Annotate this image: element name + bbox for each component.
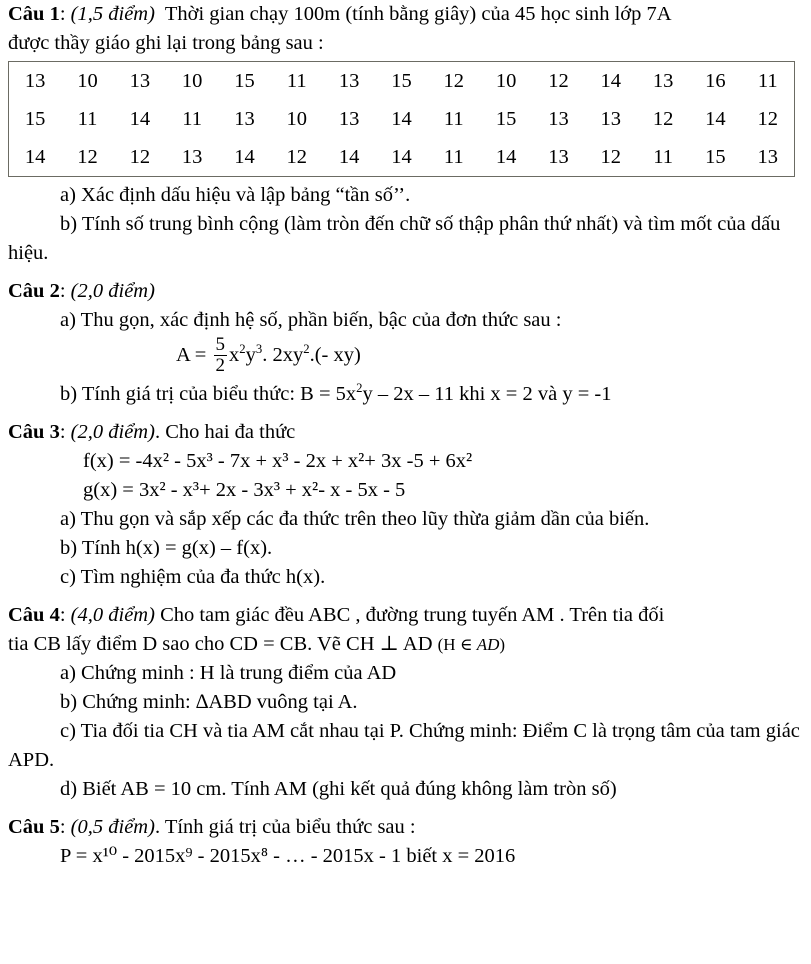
- data-cell: 12: [286, 145, 308, 168]
- question-3-polynomial-f: f(x) = -4x² - 5x³ - 7x + x³ - 2x + x²+ 3x -5 + 6x²: [83, 450, 473, 473]
- question-4-part-d: d) Biết AB = 10 cm. Tính AM (ghi kết quả đúng không làm tròn số): [60, 778, 617, 801]
- question-1-intro-line1: Thời gian chạy 100m (tính bằng giây) của 45 học sinh lớp 7A: [164, 3, 672, 25]
- data-cell: 14: [391, 107, 412, 130]
- formula-a-sup2: 3: [255, 342, 263, 357]
- data-cell: 12: [443, 69, 465, 92]
- question-3-part-c: c) Tìm nghiệm của đa thức h(x).: [60, 566, 326, 589]
- question-1-parts: [0, 177, 811, 268]
- data-cell: 12: [77, 145, 98, 168]
- data-table: [9, 62, 794, 176]
- data-cell: 12: [548, 69, 569, 92]
- data-cell: 12: [652, 107, 674, 130]
- data-cell: 11: [443, 145, 464, 168]
- data-cell: 13: [338, 107, 360, 130]
- table-row: [9, 100, 794, 138]
- question-5-points: (0,5 điểm): [70, 816, 155, 839]
- data-cell: 14: [391, 145, 412, 168]
- formula-a-tail2: .(- xy): [309, 344, 361, 366]
- data-cell: 13: [234, 107, 255, 130]
- element-of-icon: ∈: [459, 635, 477, 655]
- data-cell: 13: [338, 69, 360, 92]
- fraction-denominator: 2: [215, 354, 225, 376]
- data-cell: 14: [338, 145, 360, 168]
- formula-a-body: [229, 344, 361, 366]
- data-cell: 11: [653, 145, 673, 168]
- data-cell: 13: [600, 107, 622, 130]
- data-cell: 14: [495, 145, 517, 168]
- question-1-part-b: b) Tính số trung bình cộng (làm tròn đến chữ số thập phân thứ nhất) và tìm mốt của dấu hiệu.: [8, 213, 781, 264]
- question-3-heading-line: [8, 418, 801, 447]
- question-2-part-a: a) Thu gọn, xác định hệ số, phần biến, bậc của đơn thức sau :: [60, 309, 562, 331]
- formula-a-tail: . 2xy: [262, 344, 304, 366]
- data-cell: 11: [182, 107, 203, 130]
- fraction-five-halves: [214, 335, 228, 375]
- data-table-body: [9, 62, 794, 176]
- question-2-block: [0, 277, 811, 409]
- data-cell: 16: [705, 69, 726, 92]
- formula-a-x: x: [229, 344, 240, 366]
- question-4-label: Câu 4: [8, 604, 60, 627]
- question-5-colon: :: [59, 816, 66, 839]
- question-1-intro-line2: được thầy giáo ghi lại trong bảng sau :: [8, 32, 324, 54]
- question-4-heading-line: [8, 601, 801, 630]
- data-cell: 11: [286, 69, 307, 92]
- question-4-intro-line1: Cho tam giác đều ABC , đường trung tuyến AM . Trên tia đối: [160, 604, 665, 627]
- condition-segment-ad: AD: [476, 635, 500, 655]
- question-2-formula-a: [8, 335, 801, 376]
- data-cell: 12: [757, 107, 779, 130]
- question-3-label: Câu 3: [8, 421, 60, 444]
- spacer: [0, 409, 811, 418]
- question-5-formula: P = x¹⁰ - 2015x⁹ - 2015x⁸ - … - 2015x - 1 biết x = 2016: [60, 845, 516, 868]
- data-cell: 13: [548, 145, 569, 168]
- question-5-label: Câu 5: [8, 816, 60, 839]
- question-3-block: [0, 418, 811, 592]
- question-3-polynomial-g: g(x) = 3x² - x³+ 2x - 3x³ + x²- x - 5x - 5: [83, 479, 406, 502]
- formula-a-lhs: A =: [176, 344, 207, 366]
- question-4-colon: :: [59, 604, 66, 627]
- question-1-part-a: a) Xác định dấu hiệu và lập bảng “tần số’’.: [60, 184, 411, 206]
- question-4-intro-line2: [8, 630, 801, 659]
- question-2-points: (2,0 điểm): [70, 280, 155, 302]
- table-row: [9, 62, 794, 100]
- data-cell: 13: [652, 69, 674, 92]
- data-cell: 11: [757, 69, 778, 92]
- data-cell: 14: [129, 107, 151, 130]
- question-4-block: [0, 601, 811, 804]
- data-cell: 15: [705, 145, 726, 168]
- question-5-block: [0, 813, 811, 871]
- spacer: [0, 592, 811, 601]
- question-1-heading-line: [8, 0, 801, 29]
- formula-a-sup1: 2: [239, 342, 246, 357]
- data-cell: 13: [129, 69, 151, 92]
- question-2-part-b-sup: 2: [356, 381, 363, 396]
- question-2-part-b-pre: b) Tính giá trị của biểu thức: B = 5x: [60, 383, 357, 406]
- formula-a-sup3: 2: [303, 342, 310, 357]
- data-cell: 10: [181, 69, 203, 92]
- question-4-part-b: b) Chứng minh: ∆ABD vuông tại A.: [60, 691, 358, 714]
- data-cell: 11: [77, 107, 98, 130]
- spacer: [0, 268, 811, 277]
- data-cell: 12: [129, 145, 151, 168]
- data-cell: 14: [234, 145, 255, 168]
- table-row: [9, 138, 794, 176]
- data-cell: 13: [548, 107, 569, 130]
- data-cell: 15: [495, 107, 517, 130]
- question-1-label: Câu 1: [8, 3, 60, 25]
- frequency-data-table: [8, 61, 795, 177]
- data-cell: 11: [443, 107, 464, 130]
- condition-paren-close: ): [499, 635, 506, 655]
- formula-a-y: y: [245, 344, 256, 366]
- condition-paren-open: (H: [437, 635, 460, 655]
- question-4-part-c: c) Tia đối tia CH và tia AM cắt nhau tại P. Chứng minh: Điểm C là trọng tâm của tam giác APD.: [8, 720, 800, 772]
- data-cell: 14: [600, 69, 622, 92]
- data-cell: 10: [77, 69, 98, 92]
- data-cell: 13: [181, 145, 203, 168]
- question-2-colon: :: [59, 280, 66, 302]
- data-cell: 15: [24, 107, 46, 130]
- question-2-heading-line: [8, 277, 801, 306]
- data-cell: 15: [234, 69, 255, 92]
- data-cell: 14: [24, 145, 46, 168]
- data-cell: 10: [286, 107, 308, 130]
- question-3-part-b: b) Tính h(x) = g(x) – f(x).: [60, 537, 273, 560]
- question-4-intro-line2-pre: tia CB lấy điểm D sao cho CD = CB. Vẽ CH ⊥ AD: [8, 633, 438, 656]
- data-cell: 12: [600, 145, 622, 168]
- data-cell: 15: [391, 69, 412, 92]
- data-cell: 14: [705, 107, 726, 130]
- question-1-block: [0, 0, 811, 58]
- question-4-part-a: a) Chứng minh : H là trung điểm của AD: [60, 662, 397, 685]
- question-5-intro: . Tính giá trị của biểu thức sau :: [154, 816, 416, 839]
- question-2-label: Câu 2: [8, 280, 60, 302]
- question-5-heading-line: [8, 813, 801, 842]
- question-3-points: (2,0 điểm): [70, 421, 155, 444]
- spacer: [0, 804, 811, 813]
- data-cell: 10: [495, 69, 517, 92]
- question-2-part-b-post: y – 2x – 11 khi x = 2 và y = -1: [362, 383, 612, 406]
- question-3-intro: . Cho hai đa thức: [154, 421, 296, 444]
- question-3-part-a: a) Thu gọn và sắp xếp các đa thức trên theo lũy thừa giảm dần của biến.: [60, 508, 650, 531]
- data-cell: 13: [757, 145, 779, 168]
- data-cell: 13: [24, 69, 46, 92]
- fraction-numerator: 5: [215, 334, 225, 356]
- question-4-condition: [438, 635, 505, 654]
- question-1-colon: :: [59, 3, 66, 25]
- question-2-part-b: [8, 380, 801, 409]
- question-1-points: (1,5 điểm): [70, 3, 155, 25]
- question-3-colon: :: [59, 421, 66, 444]
- question-4-points: (4,0 điểm): [70, 604, 155, 627]
